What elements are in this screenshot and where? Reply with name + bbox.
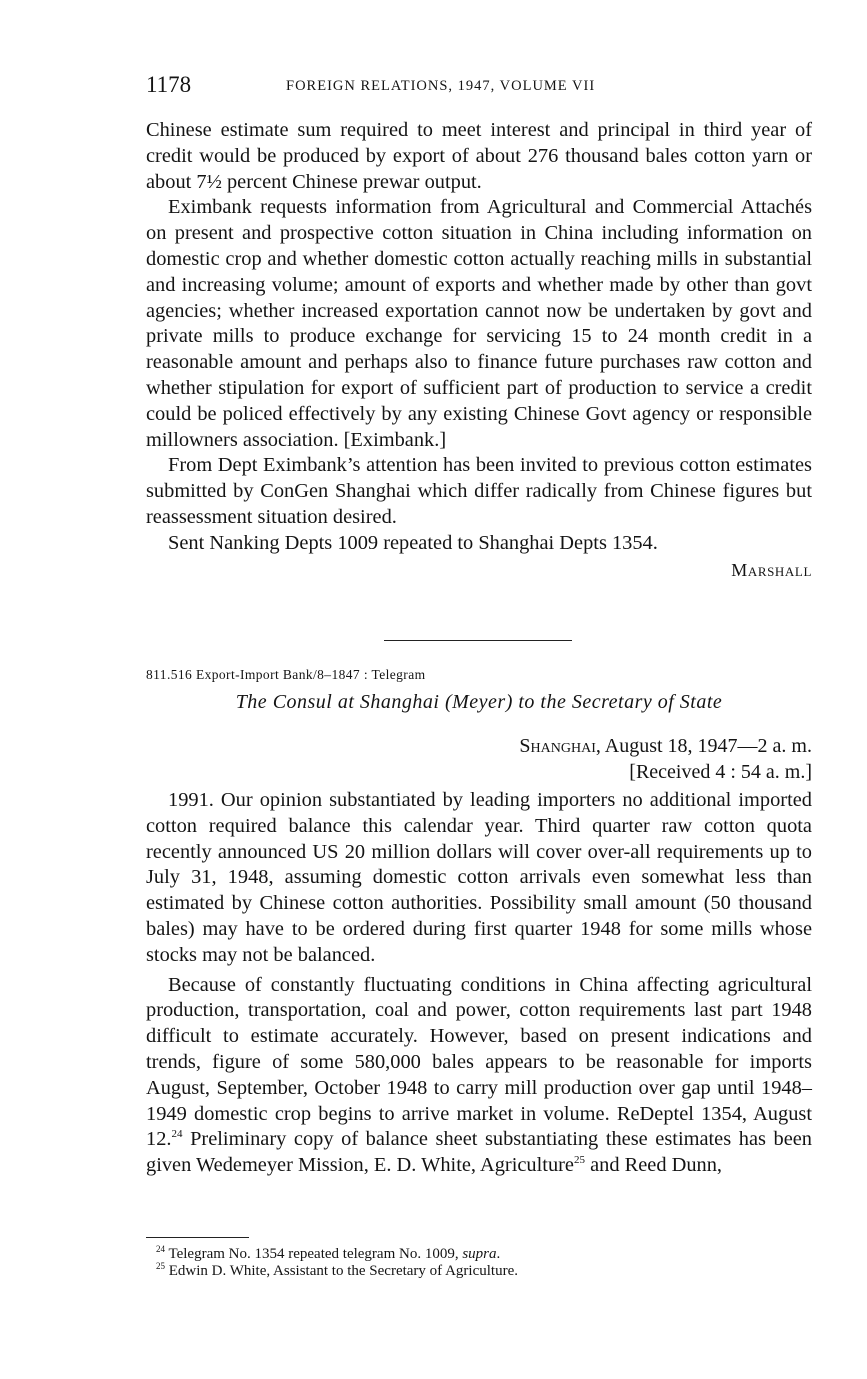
dateline-date: August 18, 1947—2 a. m.: [600, 735, 812, 757]
footnote-24: [146, 1246, 812, 1263]
footnote-divider: [146, 1237, 249, 1238]
telegram-2-paragraph-1: 1991. Our opinion substantiated by leading importers no additional imported cotton required balance this calendar year. Third quarter raw cotton quota recently announced US 20 million dollars will cover over-all requirements up to July 31, 1948, assuming domestic cotton arrivals even somewhat less than estimated by Chinese cotton authorities. Possibility small amount (50 thousand bales) may have to be ordered during first quarter 1948 for some mills whose stocks may not be balanced.: [146, 789, 812, 966]
dateline-sent: [519, 733, 812, 759]
telegram-1-paragraph-1: Chinese estimate sum required to meet interest and principal in third year of credit would be produced by export of about 276 thousand bales cotton yarn or about 7½ percent Chinese prewar output.: [146, 119, 812, 193]
telegram-2-paragraph-2: [146, 973, 812, 1179]
paragraph-2-text-c: and Reed Dunn,: [584, 1154, 723, 1177]
dateline-place: Shanghai,: [519, 735, 601, 757]
page-number: 1178: [146, 72, 192, 97]
footnote-24-mark: 24: [156, 1244, 165, 1254]
paragraph-2-text-a: Because of constantly fluctuating conditions in China affecting agricultural production, transportation, coal and power, cotton requirements last part 1948 difficult to estimate accurately. However, based on present indications and trends, figure of some 580,000 bales appears to be reasonable for imports August, September, October 1948 to carry mill production over gap until 1948–1949 domestic crop begins to arrive market in volume. ReDeptel 1354, August 12.: [146, 973, 812, 1151]
telegram-1-body: [146, 118, 812, 583]
document-title: The Consul at Shanghai (Meyer) to the Secretary of State: [235, 691, 723, 713]
running-head-title: FOREIGN RELATIONS, 1947, VOLUME VII: [286, 78, 596, 94]
footnotes: [146, 1246, 812, 1280]
paragraph-2-text-b: Preliminary copy of balance sheet substantiating these estimates has been given Wedemeyer Mission, E. D. White, Agriculture: [146, 1128, 812, 1177]
section-divider: [384, 640, 572, 641]
footnote-ref-24: 24: [171, 1128, 183, 1141]
telegram-1-paragraph-3: From Dept Eximbank’s attention has been invited to previous cotton estimates submitted by ConGen Shanghai which differ radically from Chinese figures but reassessment situation desired.: [146, 454, 812, 528]
footnote-25-mark: 25: [156, 1261, 165, 1271]
footnote-25-text: Edwin D. White, Assistant to the Secretary of Agriculture.: [165, 1263, 518, 1279]
dateline-received: [Received 4 : 54 a. m.]: [629, 761, 812, 783]
telegram-1-paragraph-2: Eximbank requests information from Agricultural and Commercial Attachés on present and prospective cotton situation in China including information on domestic crop and whether domestic cotton actually reaching mills in substantial and increasing volume; amount of exports and whether made by other than govt agencies; whether increased exportation cannot now be undertaken by govt and private mills to produce exchange for servicing 15 to 24 month credit in a reasonable amount and perhaps also to finance future purchases raw cotton and whether stipulation for export of sufficient part of production to service a credit could be policed effectively by any existing Chinese Govt agency or responsible millowners association. [Eximbank.]: [146, 196, 812, 451]
footnote-24-italic: supra: [462, 1246, 497, 1262]
footnote-25: [146, 1263, 812, 1280]
telegram-1-paragraph-4: Sent Nanking Depts 1009 repeated to Shanghai Depts 1354.: [168, 531, 658, 554]
running-head: [146, 72, 812, 102]
dateline: [519, 733, 812, 785]
signature: Marshall: [731, 559, 812, 580]
footnote-24-text: Telegram No. 1354 repeated telegram No. 1009,: [165, 1246, 463, 1262]
telegram-2-body: [146, 788, 812, 1179]
footnote-ref-25: 25: [573, 1154, 585, 1167]
file-reference: 811.516 Export-Import Bank/8–1847 : Telegram: [146, 667, 426, 682]
footnote-24-end: .: [496, 1246, 501, 1262]
